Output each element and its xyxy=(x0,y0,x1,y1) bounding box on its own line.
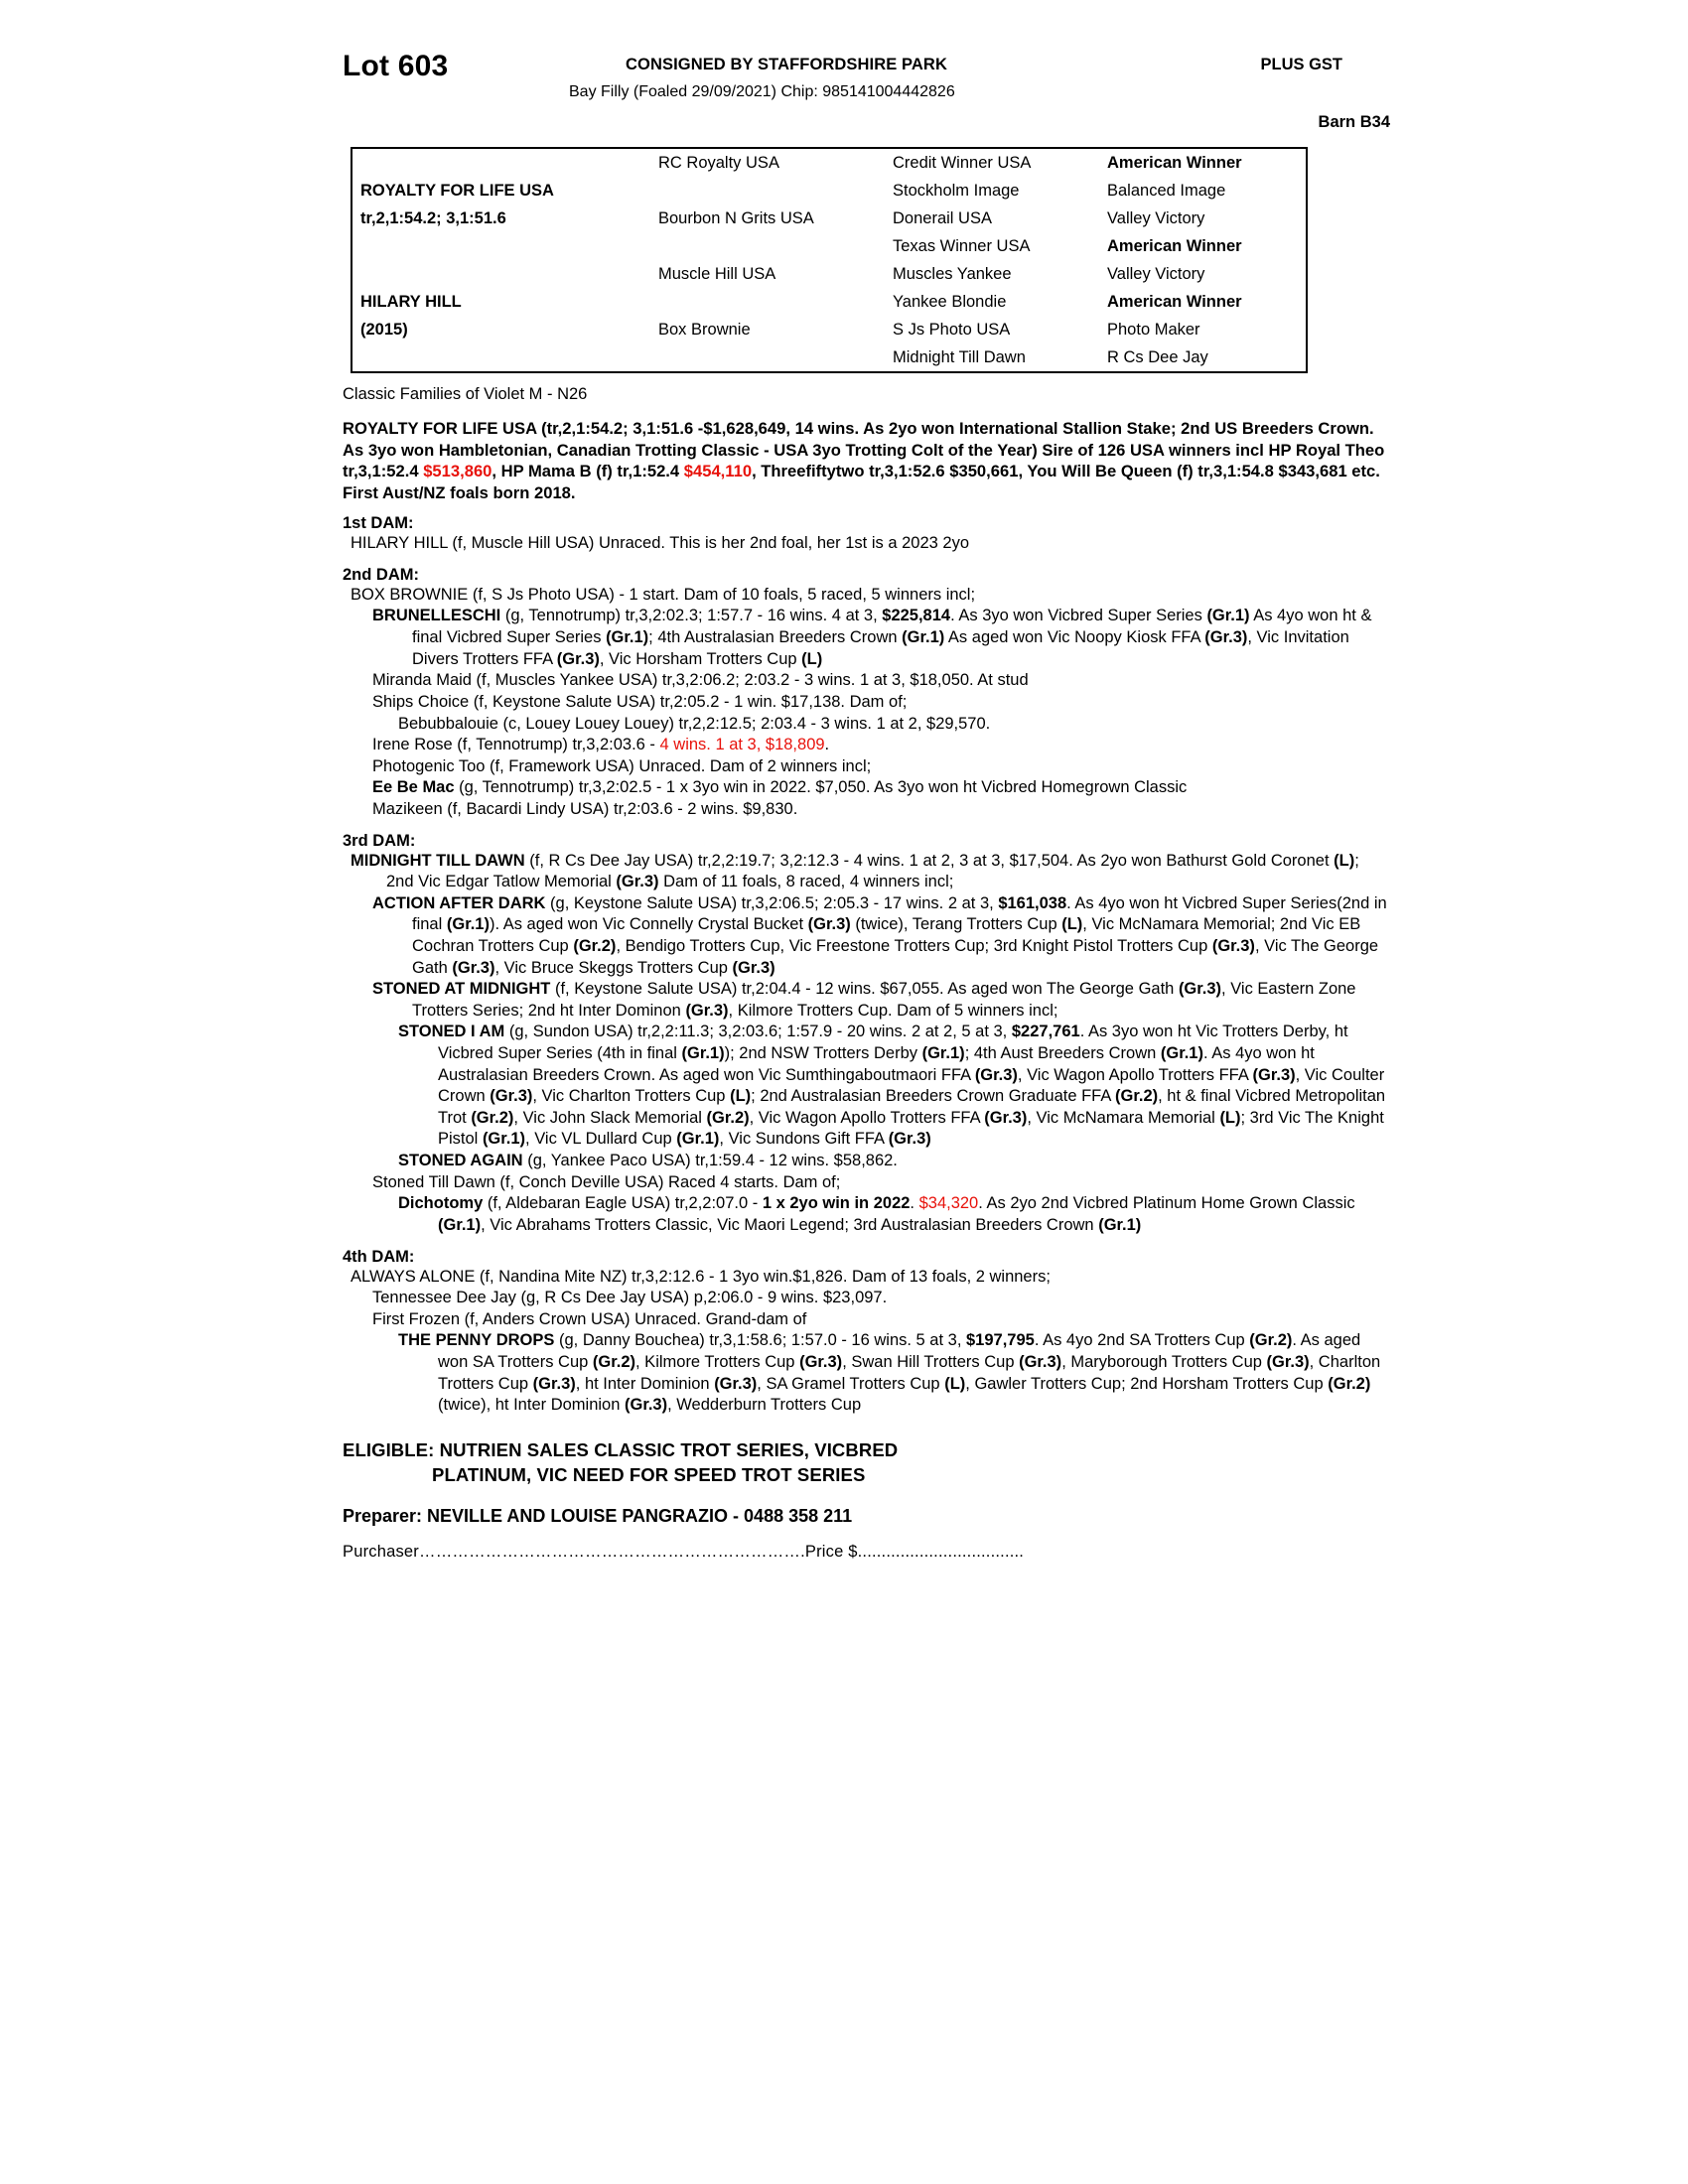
emphasis-text: Dichotomy xyxy=(398,1194,484,1213)
pedigree-entry: BRUNELLESCHI (g, Tennotrump) tr,3,2:02.3; 1:57.7 - 16 wins. 4 at 3, $225,814. As 3yo won Vicbred Super Series (Gr.1) As 4yo won ht & final Vicbred Super Series (Gr.1); 4th Australasian Breeders Crown (Gr.1) As aged won Vic Noopy Kiosk FFA (Gr.3), Vic Invitation Divers Trotters FFA (Gr.3), Vic Horsham Trotters Cup (L) xyxy=(372,607,1372,668)
pedigree-cell-4: R Cs Dee Jay xyxy=(1107,347,1208,366)
pedigree-cell-2: Muscle Hill USA xyxy=(658,264,776,283)
pedigree-entry: Ships Choice (f, Keystone Salute USA) tr,2:05.2 - 1 win. $17,138. Dam of; xyxy=(372,692,908,711)
pedigree-cell-4: Valley Victory xyxy=(1107,208,1205,227)
emphasis-text: (Gr.3) xyxy=(1211,937,1255,955)
highlight-earnings: 4 wins. 1 at 3, $18,809 xyxy=(659,736,825,754)
emphasis-text: (Gr.1) xyxy=(482,1130,526,1149)
foaling-details: Bay Filly (Foaled 29/09/2021) Chip: 985141004442826 xyxy=(569,83,955,100)
emphasis-text: (L) xyxy=(1334,851,1355,870)
pedigree-entry: Mazikeen (f, Bacardi Lindy USA) tr,2:03.6 - 2 wins. $9,830. xyxy=(372,799,798,818)
preparer-line: Preparer: NEVILLE AND LOUISE PANGRAZIO - 0488 358 211 xyxy=(343,1505,853,1526)
pedigree-entry: THE PENNY DROPS (g, Danny Bouchea) tr,3,1:58.6; 1:57.0 - 16 wins. 5 at 3, $197,795. As 4yo 2nd SA Trotters Cup (Gr.2). As aged won SA Trotters Cup (Gr.2), Kilmore Trotters Cup (Gr.3), Swan Hill Trotters Cup (Gr.3), Maryborough Trotters Cup (Gr.3), Charlton Trotters Cup (Gr.3), ht Inter Dominion (Gr.3), SA Gramel Trotters Cup (L), Gawler Trotters Cup; 2nd Horsham Trotters Cup (Gr.2) (twice), ht Inter Dominion (Gr.3), Wedderburn Trotters Cup xyxy=(398,1331,1381,1415)
emphasis-text: (Gr.3) xyxy=(556,649,600,668)
emphasis-text: (Gr.3) xyxy=(616,873,659,891)
emphasis-text: (Gr.3) xyxy=(1178,980,1222,999)
emphasis-text: MIDNIGHT TILL DAWN xyxy=(351,851,525,870)
emphasis-text: (Gr.2) xyxy=(1249,1331,1293,1350)
pedigree-cell-4: American Winner xyxy=(1107,236,1242,255)
dam-heading: 3rd DAM: xyxy=(343,831,416,850)
emphasis-text: (Gr.2) xyxy=(1328,1374,1371,1393)
emphasis-text: (Gr.1) xyxy=(606,628,649,647)
emphasis-text: 1 x 2yo win in 2022 xyxy=(762,1194,911,1213)
emphasis-text: (Gr.1) xyxy=(446,915,490,934)
emphasis-text: (Gr.3) xyxy=(807,915,851,934)
emphasis-text: (Gr.3) xyxy=(1266,1352,1310,1371)
emphasis-text: (Gr.1) xyxy=(676,1130,720,1149)
emphasis-text: (Gr.1) xyxy=(1098,1215,1142,1234)
emphasis-text: (Gr.3) xyxy=(532,1374,576,1393)
pedigree-entry: First Frozen (f, Anders Crown USA) Unraced. Grand-dam of xyxy=(372,1309,807,1328)
pedigree-entry: Ee Be Mac (g, Tennotrump) tr,3,2:02.5 - 1 x 3yo win in 2022. $7,050. As 3yo won ht Vicbred Homegrown Classic xyxy=(372,778,1188,797)
purchaser-line: Purchaser…………………………………………………………….Price $................................... xyxy=(343,1542,1025,1561)
pedigree-entry: Dichotomy (f, Aldebaran Eagle USA) tr,2,2:07.0 - 1 x 2yo win in 2022. $34,320. As 2yo 2nd Vicbred Platinum Home Grown Classic (Gr.1), Vic Abrahams Trotters Classic, Vic Maori Legend; 3rd Australasian Breeders Crown (Gr.1) xyxy=(398,1194,1355,1234)
classic-families: Classic Families of Violet M - N26 xyxy=(343,385,588,403)
pedigree-row xyxy=(352,177,1307,205)
consignor-line: CONSIGNED BY STAFFORDSHIRE PARK xyxy=(626,56,947,73)
sire-text-3: , Threefiftytwo tr,3,1:52.6 $350,661, You Will Be Queen (f) tr,3,1:54.8 $343,681 etc. First Aust/NZ foals born 2018. xyxy=(343,462,1380,502)
pedigree-entry: STONED AT MIDNIGHT (f, Keystone Salute USA) tr,2:04.4 - 12 wins. $67,055. As aged won The George Gath (Gr.3), Vic Eastern Zone Trotters Series; 2nd ht Inter Dominon (Gr.3), Kilmore Trotters Cup. Dam of 5 winners incl; xyxy=(372,980,1356,1020)
emphasis-text: STONED AGAIN xyxy=(398,1152,523,1170)
emphasis-text: (Gr.2) xyxy=(706,1108,750,1127)
pedigree-cell-4: American Winner xyxy=(1107,153,1242,172)
emphasis-text: $197,795 xyxy=(966,1331,1035,1350)
pedigree-entry: Irene Rose (f, Tennotrump) tr,3,2:03.6 - 4 wins. 1 at 3, $18,809. xyxy=(372,736,830,754)
dam-sire-cell xyxy=(352,260,650,288)
emphasis-text: (Gr.3) xyxy=(685,1001,729,1020)
emphasis-text: (Gr.3) xyxy=(490,1087,533,1106)
dam-sections xyxy=(343,514,1390,1417)
dam-heading: 2nd DAM: xyxy=(343,565,419,584)
pedigree-entry: STONED AGAIN (g, Yankee Paco USA) tr,1:59.4 - 12 wins. $58,862. xyxy=(398,1152,898,1170)
pedigree-cell-2 xyxy=(650,232,885,260)
emphasis-text: Ee Be Mac xyxy=(372,778,455,797)
emphasis-text: STONED AT MIDNIGHT xyxy=(372,980,551,999)
pedigree-cell-4: Photo Maker xyxy=(1107,320,1200,339)
emphasis-text: (Gr.1) xyxy=(681,1044,725,1063)
pedigree-cell-3: Yankee Blondie xyxy=(893,292,1007,311)
emphasis-text: (Gr.3) xyxy=(1252,1065,1296,1084)
pedigree-entry: STONED I AM (g, Sundon USA) tr,2,2:11.3; 3,2:03.6; 1:57.9 - 20 wins. 2 at 2, 5 at 3, $227,761. As 3yo won ht Vic Trotters Derby, ht Vicbred Super Series (4th in final (Gr.1)); 2nd NSW Trotters Derby (Gr.1); 4th Aust Breeders Crown (Gr.1). As 4yo won ht Australasian Breeders Crown. As aged won Vic Sumthingaboutmaori FFA (Gr.3), Vic Wagon Apollo Trotters FFA (Gr.3), Vic Coulter Crown (Gr.3), Vic Charlton Trotters Cup (L); 2nd Australasian Breeders Crown Graduate FFA (Gr.2), ht & final Vicbred Metropolitan Trot (Gr.2), Vic John Slack Memorial (Gr.2), Vic Wagon Apollo Trotters FFA (Gr.3), Vic McNamara Memorial (L); 3rd Vic The Knight Pistol (Gr.1), Vic VL Dullard Cup (Gr.1), Vic Sundons Gift FFA (Gr.3) xyxy=(398,1023,1386,1149)
pedigree-entry: MIDNIGHT TILL DAWN (f, R Cs Dee Jay USA) tr,2,2:19.7; 3,2:12.3 - 4 wins. 1 at 2, 3 at 3, $17,504. As 2yo won Bathurst Gold Coronet (L); 2nd Vic Edgar Tatlow Memorial (Gr.3) Dam of 11 foals, 8 raced, 4 winners incl; xyxy=(351,851,1359,891)
dam-heading: 1st DAM: xyxy=(343,514,414,533)
pedigree-entry: Bebubbalouie (c, Louey Louey Louey) tr,2,2:12.5; 2:03.4 - 3 wins. 1 at 2, $29,570. xyxy=(398,714,991,733)
emphasis-text: (Gr.1) xyxy=(1160,1044,1203,1063)
emphasis-text: (Gr.3) xyxy=(624,1396,668,1415)
pedigree-cell-2 xyxy=(650,177,885,205)
emphasis-text: (Gr.2) xyxy=(1115,1087,1159,1106)
emphasis-text: (Gr.2) xyxy=(592,1352,636,1371)
emphasis-text: (Gr.2) xyxy=(471,1108,514,1127)
emphasis-text: (Gr.2) xyxy=(573,937,617,955)
sire-text-2: , HP Mama B (f) tr,1:52.4 xyxy=(492,462,684,481)
highlight-earnings: $34,320 xyxy=(918,1194,979,1213)
pedigree-row xyxy=(352,260,1307,288)
pedigree-cell-2: Box Brownie xyxy=(658,320,751,339)
emphasis-text: (Gr.1) xyxy=(438,1215,482,1234)
pedigree-cell-3: Stockholm Image xyxy=(893,181,1020,200)
emphasis-text: $225,814 xyxy=(882,607,951,625)
pedigree-entry: ACTION AFTER DARK (g, Keystone Salute USA) tr,3,2:06.5; 2:05.3 - 17 wins. 2 at 3, $161,038. As 4yo won ht Vicbred Super Series(2nd in final (Gr.1)). As aged won Vic Connelly Crystal Bucket (Gr.3) (twice), Terang Trotters Cup (L), Vic McNamara Memorial; 2nd Vic EB Cochran Trotters Cup (Gr.2), Bendigo Trotters Cup, Vic Freestone Trotters Cup; 3rd Knight Pistol Trotters Cup (Gr.3), Vic The George Gath (Gr.3), Vic Bruce Skeggs Trotters Cup (Gr.3) xyxy=(372,893,1387,977)
pedigree-entry: Tennessee Dee Jay (g, R Cs Dee Jay USA) p,2:06.0 - 9 wins. $23,097. xyxy=(372,1289,888,1307)
eligibility-line-1: ELIGIBLE: NUTRIEN SALES CLASSIC TROT SERIES, VICBRED xyxy=(343,1438,899,1460)
pedigree-cell-4: Valley Victory xyxy=(1107,264,1205,283)
pedigree-entry: ALWAYS ALONE (f, Nandina Mite NZ) tr,3,2:12.6 - 1 3yo win.$1,826. Dam of 13 foals, 2 winners; xyxy=(351,1267,1051,1286)
pedigree-cell-3: Credit Winner USA xyxy=(893,153,1032,172)
pedigree-cell-2: Bourbon N Grits USA xyxy=(658,208,814,227)
emphasis-text: (Gr.3) xyxy=(1204,628,1248,647)
pedigree-cell-2 xyxy=(650,343,885,372)
pedigree-cell-2 xyxy=(650,288,885,316)
pedigree-row xyxy=(352,205,1307,232)
sire-earnings-2: $454,110 xyxy=(683,462,753,481)
emphasis-text: (L) xyxy=(730,1087,752,1106)
pedigree-entry: HILARY HILL (f, Muscle Hill USA) Unraced. This is her 2nd foal, her 1st is a 2023 2yo xyxy=(351,534,970,553)
pedigree-entry: BOX BROWNIE (f, S Js Photo USA) - 1 start. Dam of 10 foals, 5 raced, 5 winners incl; xyxy=(351,585,976,604)
pedigree-entry: Photogenic Too (f, Framework USA) Unraced. Dam of 2 winners incl; xyxy=(372,756,872,775)
pedigree-row xyxy=(352,148,1307,177)
page-header xyxy=(343,42,1390,137)
eligibility-line-2: PLATINUM, VIC NEED FOR SPEED TROT SERIES xyxy=(432,1463,866,1485)
emphasis-text: (L) xyxy=(944,1374,966,1393)
emphasis-text: (Gr.1) xyxy=(1206,607,1250,625)
sire-earnings-1: $513,860 xyxy=(423,462,492,481)
emphasis-text: $227,761 xyxy=(1011,1023,1080,1041)
emphasis-text: (Gr.3) xyxy=(1019,1352,1062,1371)
pedigree-row xyxy=(352,232,1307,260)
emphasis-text: (Gr.3) xyxy=(452,958,495,977)
emphasis-text: (Gr.3) xyxy=(888,1130,931,1149)
plus-gst-label: PLUS GST xyxy=(1260,56,1342,73)
emphasis-text: THE PENNY DROPS xyxy=(398,1331,555,1350)
emphasis-text: $161,038 xyxy=(998,893,1067,912)
pedigree-table-wrapper xyxy=(351,147,1304,373)
pedigree-row xyxy=(352,288,1307,316)
barn-label: Barn B34 xyxy=(1318,113,1390,131)
emphasis-text: (Gr.3) xyxy=(799,1352,843,1371)
emphasis-text: (L) xyxy=(1061,915,1083,934)
sire-name-cell: ROYALTY FOR LIFE USA xyxy=(360,181,554,200)
pedigree-cell-3: S Js Photo USA xyxy=(893,320,1011,339)
pedigree-cell-1 xyxy=(352,343,650,372)
pedigree-cell-4: Balanced Image xyxy=(1107,181,1226,200)
emphasis-text: (Gr.3) xyxy=(714,1374,758,1393)
emphasis-text: (Gr.1) xyxy=(902,628,945,647)
emphasis-text: (Gr.3) xyxy=(984,1108,1028,1127)
pedigree-cell-2: RC Royalty USA xyxy=(658,153,779,172)
sire-cell xyxy=(352,148,650,177)
dam-name-cell: HILARY HILL xyxy=(360,292,462,311)
pedigree-cell-3: Donerail USA xyxy=(893,208,992,227)
dam-heading: 4th DAM: xyxy=(343,1247,415,1266)
eligibility-note xyxy=(343,1438,1390,1488)
emphasis-text: (Gr.3) xyxy=(732,958,775,977)
pedigree-cell-3: Muscles Yankee xyxy=(893,264,1012,283)
emphasis-text: BRUNELLESCHI xyxy=(372,607,501,625)
dam-year-cell: (2015) xyxy=(360,320,408,339)
emphasis-text: (Gr.3) xyxy=(974,1065,1018,1084)
pedigree-table xyxy=(351,147,1308,373)
lot-number: Lot 603 xyxy=(343,50,449,82)
sire-text-1: ROYALTY FOR LIFE USA (tr,2,1:54.2; 3,1:51.6 -$1,628,649, 14 wins. As 2yo won International Stallion Stake; 2nd US Breeders Crown. As 3yo won Hambletonian, Canadian Trotting Classic - USA 3yo Trotting Colt of the Year) Sire of 126 USA winners incl HP Royal Theo tr,3,1:52.4 xyxy=(343,419,1385,481)
emphasis-text: STONED I AM xyxy=(398,1023,505,1041)
sire-paragraph xyxy=(343,418,1390,503)
pedigree-cell-3: Texas Winner USA xyxy=(893,236,1031,255)
pedigree-cell-1 xyxy=(352,232,650,260)
emphasis-text: ACTION AFTER DARK xyxy=(372,893,546,912)
emphasis-text: (L) xyxy=(801,649,823,668)
pedigree-cell-3: Midnight Till Dawn xyxy=(893,347,1026,366)
pedigree-row xyxy=(352,316,1307,343)
emphasis-text: (Gr.1) xyxy=(921,1044,965,1063)
pedigree-cell-4: American Winner xyxy=(1107,292,1242,311)
sire-record-and-broodmare-sire: tr,2,1:54.2; 3,1:51.6 xyxy=(360,208,506,227)
pedigree-entry: Stoned Till Dawn (f, Conch Deville USA) Raced 4 starts. Dam of; xyxy=(372,1172,841,1191)
pedigree-row xyxy=(352,343,1307,372)
emphasis-text: (L) xyxy=(1219,1108,1241,1127)
pedigree-entry: Miranda Maid (f, Muscles Yankee USA) tr,3,2:06.2; 2:03.2 - 3 wins. 1 at 3, $18,050. At stud xyxy=(372,671,1029,690)
